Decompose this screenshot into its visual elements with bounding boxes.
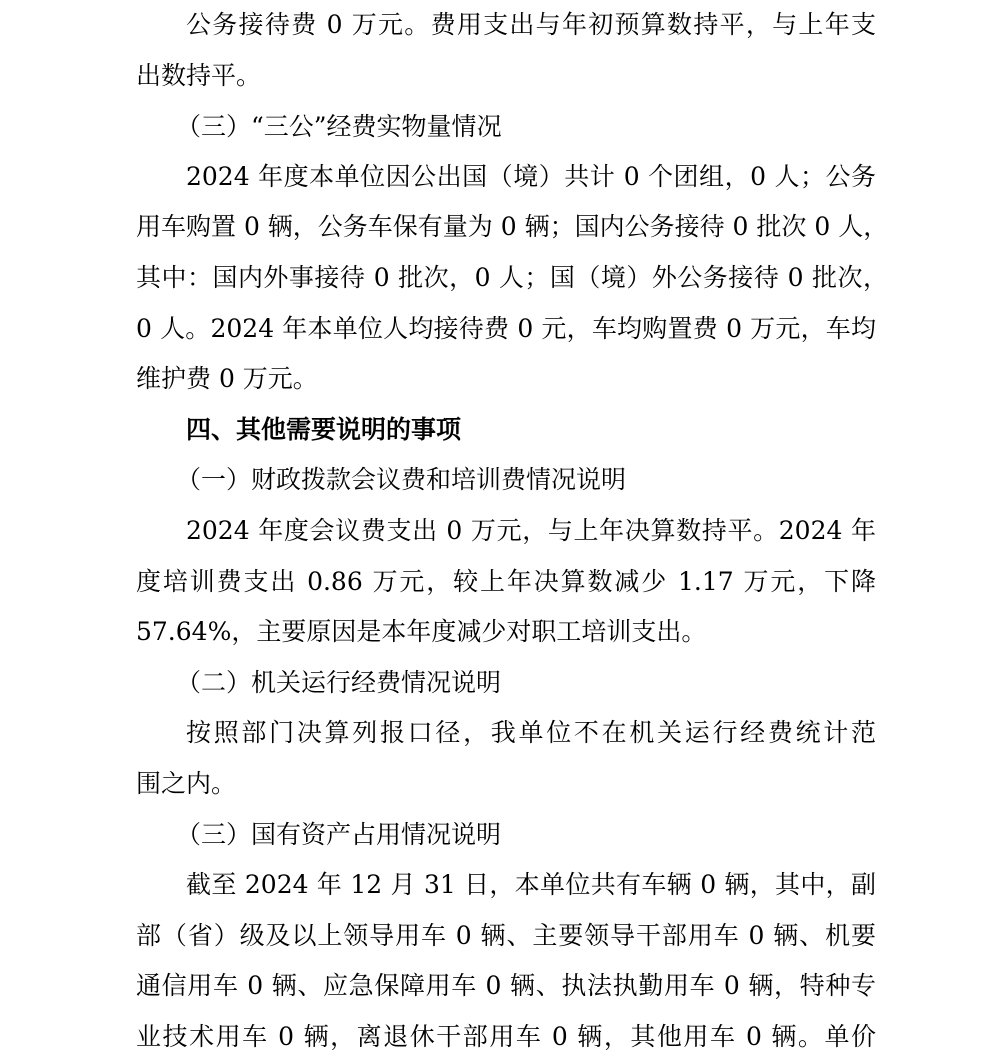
paragraph-line: 按照部门决算列报口径，我单位不在机关运行经费统计范 bbox=[186, 718, 876, 747]
paragraph-line: 维护费 0 万元。 bbox=[136, 364, 318, 393]
paragraph-line: 0 人。2024 年本单位人均接待费 0 元，车均购置费 0 万元，车均 bbox=[136, 314, 876, 343]
section-heading: 四、其他需要说明的事项 bbox=[186, 415, 462, 444]
paragraph-line: 通信用车 0 辆、应急保障用车 0 辆、执法执勤用车 0 辆，特种专 bbox=[136, 971, 876, 1000]
paragraph-line: 2024 年度会议费支出 0 万元，与上年决算数持平。2024 年 bbox=[186, 516, 876, 545]
paragraph-line: 业技术用车 0 辆，离退休干部用车 0 辆，其他用车 0 辆。单价 bbox=[136, 1022, 876, 1051]
paragraph-line: 截至 2024 年 12 月 31 日，本单位共有车辆 0 辆，其中，副 bbox=[186, 870, 876, 899]
paragraph-line: 用车购置 0 辆，公务车保有量为 0 辆；国内公务接待 0 批次 0 人， bbox=[136, 212, 889, 241]
paragraph-line: 出数持平。 bbox=[136, 61, 262, 90]
section-heading: （二）机关运行经费情况说明 bbox=[176, 668, 502, 697]
paragraph-line: 57.64%，主要原因是本年度减少对职工培训支出。 bbox=[136, 617, 707, 646]
paragraph-line: 2024 年度本单位因公出国（境）共计 0 个团组，0 人；公务 bbox=[186, 162, 876, 191]
section-heading: （三）国有资产占用情况说明 bbox=[176, 820, 502, 849]
paragraph-line: 围之内。 bbox=[136, 769, 237, 798]
paragraph-line: 部（省）级及以上领导用车 0 辆、主要领导干部用车 0 辆、机要 bbox=[136, 921, 876, 950]
section-heading: （三）“三公”经费实物量情况 bbox=[176, 112, 502, 141]
paragraph-line: 其中：国内外事接待 0 批次，0 人；国（境）外公务接待 0 批次， bbox=[136, 263, 888, 292]
paragraph-line: 度培训费支出 0.86 万元，较上年决算数减少 1.17 万元，下降 bbox=[136, 567, 876, 596]
paragraph-line: 公务接待费 0 万元。费用支出与年初预算数持平，与上年支 bbox=[186, 10, 876, 39]
section-heading: （一）财政拨款会议费和培训费情况说明 bbox=[176, 465, 627, 494]
